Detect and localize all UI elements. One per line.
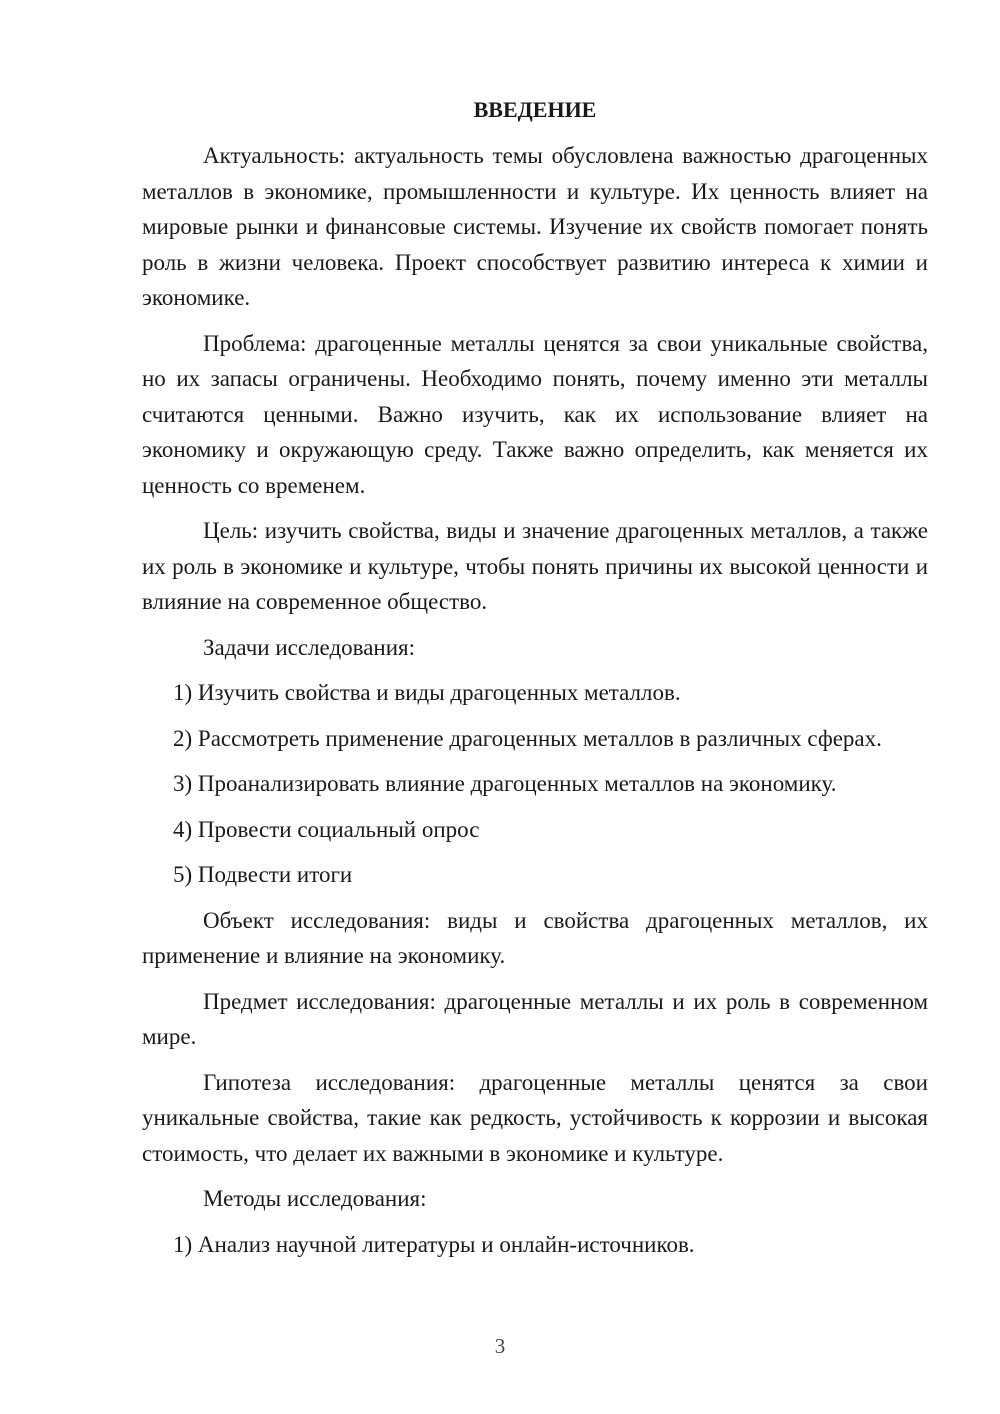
paragraph-hypothesis: Гипотеза исследования: драгоценные металлы ценятся за свои уникальные свойства, такие как редкость, устойчивость к коррозии и высокая стоимость, что делает их важными в экономике и культуре. — [142, 1069, 928, 1166]
task-item-1: 1) Изучить свойства и виды драгоценных металлов. — [173, 680, 681, 705]
page-number: 3 — [494, 1334, 506, 1358]
method-item-1: 1) Анализ научной литературы и онлайн-источников. — [173, 1231, 695, 1257]
paragraph-subject: Предмет исследования: драгоценные металлы и их роль в современном мире. — [142, 988, 928, 1049]
task-item-3: 3) Проанализировать влияние драгоценных металлов на экономику. — [173, 771, 837, 796]
document-page — [142, 94, 928, 1272]
task-item-2: 2) Рассмотреть применение драгоценных металлов в различных сферах. — [173, 725, 882, 751]
task-item-5: 5) Подвести итоги — [173, 862, 353, 887]
paragraph-actuality: Актуальность: актуальность темы обусловлена важностью драгоценных металлов в экономике, промышленности и культуре. Их ценность влияет на мировые рынки и финансовые системы. Изучение их свойств помогает понять роль в жизни человека. Проект способствует развитию интереса к химии и экономике. — [142, 143, 928, 310]
section-title: ВВЕДЕНИЕ — [473, 97, 597, 122]
paragraph-goal: Цель: изучить свойства, виды и значение драгоценных металлов, а также их роль в экономике и культуре, чтобы понять причины их высокой ценности и влияние на современное общество. — [142, 518, 928, 614]
paragraph-object: Объект исследования: виды и свойства драгоценных металлов, их применение и влияние на экономику. — [142, 907, 928, 968]
paragraph-problem: Проблема: драгоценные металлы ценятся за свои уникальные свойства, но их запасы ограничены. Необходимо понять, почему именно эти металлы считаются ценными. Важно изучить, как их использование влияет на экономику и окружающую среду. Также важно определить, как меняется их ценность со временем. — [142, 330, 928, 498]
tasks-heading: Задачи исследования: — [203, 634, 416, 660]
methods-heading: Методы исследования: — [203, 1186, 427, 1211]
task-item-4: 4) Провести социальный опрос — [173, 816, 480, 842]
